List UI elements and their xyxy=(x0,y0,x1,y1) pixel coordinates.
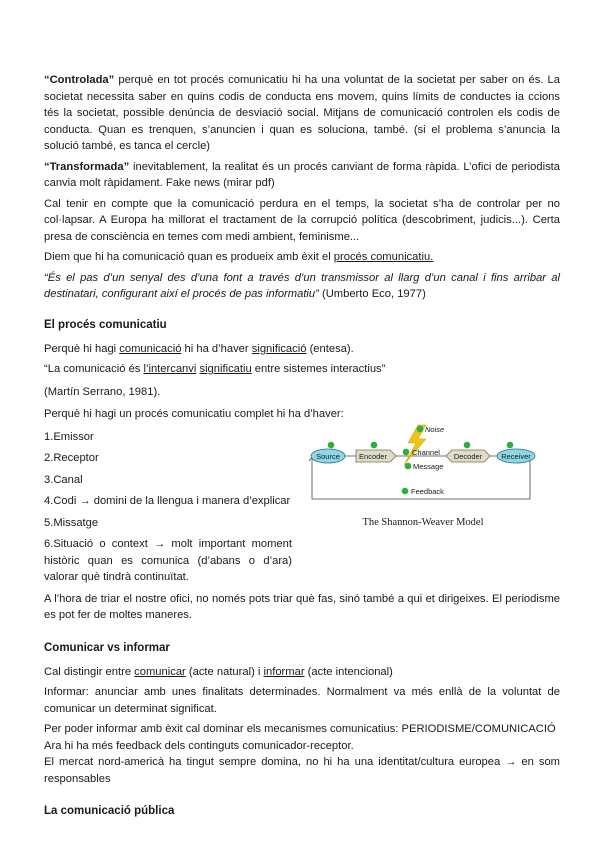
source-label: Source xyxy=(316,451,340,461)
diagram-caption: The Shannon-Weaver Model xyxy=(362,516,484,528)
s2-line1-post: (acte intencional) xyxy=(304,665,393,678)
s1-line1-post: (entesa). xyxy=(306,342,354,355)
decoder-label: Decoder xyxy=(453,451,483,461)
controlada-paragraph xyxy=(44,72,560,155)
paragraph-perdura: Cal tenir en compte que la comunicació perdura en el temps, la societat s’ha de controlar per no col·lapsar. A Europa ha millorat el tractament de la corrupció política (descobriment, judicis...). Certa presa de consciència en temes com medi ambient, feminisme... xyxy=(44,197,560,243)
controlada-text: perquè en tot procés comunicatiu hi ha una voluntat de la societat per saber on és. La societat necessita saber en quins codis de conducta ens movem, quins límits de conductes ia ccions tés la societat, possible denúncia de desviació social. Mitjans de comunicació controlen els codis de conducta. Quan es trenquen, s’anuncien i quan es soluciona, també. (si el problema s’anuncia la solució també, es tanca el cercle) xyxy=(44,74,560,152)
quote-text: “És el pas d’un senyal des d’una font a través d’un transmissor al llarg d’un canal i fins arribar al destinatari, configurant així el procés de pas informatiu” xyxy=(44,271,560,300)
s1-line1-pre: Perquè hi hagi xyxy=(44,342,120,355)
list-and-diagram xyxy=(44,424,560,586)
decoder-dot-icon xyxy=(464,441,471,448)
feedback-dot-icon xyxy=(402,487,409,494)
noise-label: Noise xyxy=(425,424,445,434)
list-item: 3.Canal xyxy=(44,473,83,486)
receiver-label: Receiver xyxy=(501,451,531,461)
line-distingir xyxy=(44,664,560,681)
list-item: 6.Situació o context → molt important moment històric quan es comunica (d’abans o d’ara) valorar què tindrà continuïtat. xyxy=(44,538,292,583)
controlada-label: “Controlada” xyxy=(44,74,115,86)
message-dot-icon xyxy=(405,462,412,469)
encoder-dot-icon xyxy=(371,441,378,448)
line-periodisme: Per poder informar amb èxit cal dominar els mecanismes comunicatius: PERIODISME/COMUNICACIÓ xyxy=(44,723,556,735)
s2-line1-pre: Cal distingir entre xyxy=(44,665,135,678)
line-feedback: Ara hi ha més feedback dels continguts comunicador-receptor. xyxy=(44,739,354,752)
s1-line1-mid: hi ha d’haver xyxy=(181,342,252,355)
line-serrano: (Martín Serrano, 1981). xyxy=(44,385,161,398)
paragraph-proces xyxy=(44,249,560,266)
paragraph-informar: Informar: anunciar amb unes finalitats determinades. Normalment va més enllà de la voluntat de comunicar un determinat significat. xyxy=(44,686,560,715)
channel-label: Channel xyxy=(412,447,440,457)
feedback-label: Feedback xyxy=(411,486,444,496)
noise-bolt-icon xyxy=(404,425,426,465)
shannon-weaver-diagram xyxy=(308,421,538,541)
s1-significacio: significació xyxy=(251,342,307,355)
list-item: 5.Missatge xyxy=(44,516,99,529)
paragraph-ofici: A l’hora de triar el nostre ofici, no només pots triar què fas, sinó també a qui et dirigeixes. El periodisme es pot fer de moltes maneres. xyxy=(44,592,560,621)
heading-comunicar-vs-informar: Comunicar vs informar xyxy=(44,641,170,654)
list-item: 2.Receptor xyxy=(44,452,99,464)
document-page xyxy=(44,72,560,827)
line-significacio xyxy=(44,341,560,358)
paragraph-proces-text: Diem que hi ha comunicació quan es produeix amb èxit el xyxy=(44,251,334,263)
heading-comunicacio-publica: La comunicació pública xyxy=(44,805,175,817)
channel-dot-icon xyxy=(403,448,410,455)
proces-comunicatiu-link: procés comunicatiu. xyxy=(333,251,434,263)
line-complet: Perquè hi hagi un procés comunicatiu complet hi ha d’haver: xyxy=(44,408,344,420)
receiver-dot-icon xyxy=(507,441,514,448)
list-item: 4.Codi → domini de la llengua i manera d’explicar xyxy=(44,495,291,507)
eco-quote xyxy=(44,270,560,303)
line-intercanvi xyxy=(44,361,560,378)
transformada-paragraph xyxy=(44,159,560,192)
source-dot-icon xyxy=(328,441,335,448)
noise-dot-icon xyxy=(417,425,424,432)
encoder-label: Encoder xyxy=(359,451,387,461)
s1-line2-post: entre sistemes interactius” xyxy=(251,363,386,375)
s2-comunicar: comunicar xyxy=(134,665,186,678)
s2-line1-mid: (acte natural) i xyxy=(185,665,264,678)
transformada-text: inevitablement, la realitat és un procés canviant de forma ràpida. L’ofici de periodista canvia molt ràpidament. Fake news (mirar pdf) xyxy=(44,160,560,189)
transformada-label: “Transformada” xyxy=(44,160,130,173)
s2-informar: informar xyxy=(263,665,305,678)
s1-intercanvi: l’intercanvi xyxy=(143,363,197,375)
paragraph-mercat: El mercat nord-americà ha tingut sempre domina, no hi ha una identitat/cultura europea → en som responsables xyxy=(44,756,560,785)
heading-proces-comunicatiu: El procés comunicatiu xyxy=(44,318,167,331)
s1-line2-pre: “La comunicació és xyxy=(44,363,144,375)
quote-author: (Umberto Eco, 1977) xyxy=(318,288,426,300)
s1-comunicacio: comunicació xyxy=(119,342,182,355)
s1-significatiu: significatiu xyxy=(199,363,252,375)
list-item: 1.Emissor xyxy=(44,430,94,443)
message-label: Message xyxy=(413,461,444,471)
